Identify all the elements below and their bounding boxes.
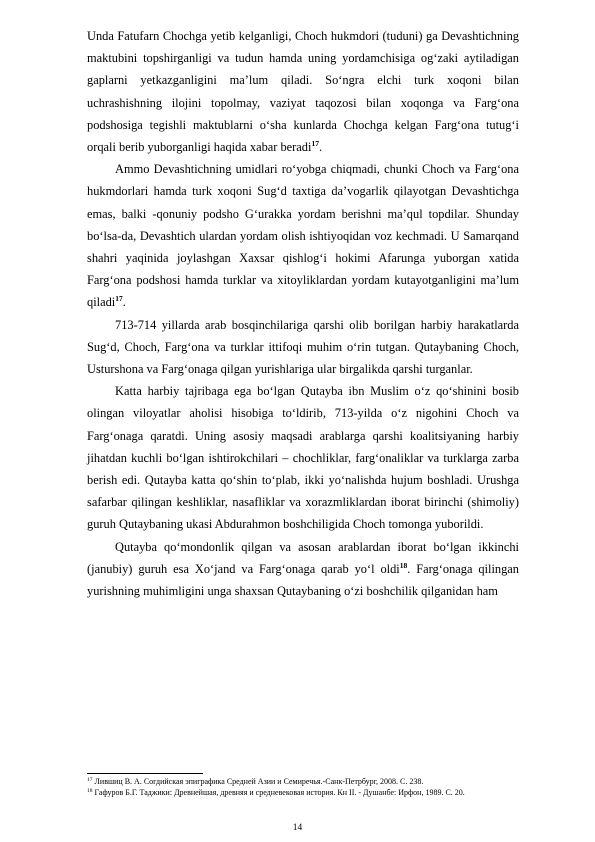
paragraph-4 [87,380,519,535]
footnote-text: Лившиц В. А. Согдийская эпиграфика Средней Азии и Семиречья.-Санк-Петрбург, 2008. С. 238. [94,777,424,786]
paragraph-5 [87,536,519,603]
footnote-18 [87,788,519,799]
footnote-ref-18: 18 [399,560,408,570]
page-number: 14 [292,823,303,833]
footnote-separator [87,773,203,774]
paragraph-1 [87,25,519,158]
footnote-number: 18 [87,787,93,794]
footnote-text: Гафуров Б.Г. Таджики: Древнейшая, древняя и средневековая история. Кн II. - Душанбе: Ирфон, 1989. С. 20. [94,787,465,797]
paragraph-2-tail: . [122,295,126,310]
footnote-number: 17 [87,777,93,783]
paragraph-3 [87,314,519,381]
paragraph-5-tail: . Farg‘onaga qilingan yurishning muhimligini unga shaxsan Qutaybaning o‘zi boshchilik qilganidan ham [87,561,519,599]
paragraph-4-text: Katta harbiy tajribaga ega bo‘lgan Qutayba ibn Muslim o‘z qo‘shinini bosib olingan viloyatlar aholisi hisobiga to‘ldirib, 713-yilda o‘z nigohini Choch va Farg‘onaga qaratdi. Uning asosiy maqsadi arablarga qarshi koalitsiyaning harbiy jihatdan kuchli bo‘lgan ishtirokchilari – chochliklar, farg‘onaliklar va turklarga zarba berish edi. Qutayba katta qo‘shin to‘plab, ikki yo‘nalishda hujum boshladi. Urushga safarbar qilingan keshliklar, nasafliklar va xorazmliklardan iborat birinchi (shimoliy) guruh Qutaybaning ukasi Abdurahmon boshchiligida Choch tomonga yuborildi. [87,384,519,532]
paragraph-5-text: Qutayba qo‘mondonlik qilgan va asosan arablardan iborat bo‘lgan ikkinchi (janubiy) guruh esa Xo‘jand va Farg‘onaga qarab yo‘l oldi [87,539,519,576]
body-text [87,25,519,602]
paragraph-3-text: 713-714 yillarda arab bosqinchilariga qarshi olib borilgan harbiy harakatlarda Sug‘d, Choch, Farg‘ona va turklar ittifoqi muhim o‘rin tutgan. Qutaybaning Choch, Usturshona va Farg‘onaga qilgan yurishlariga ular birgalikda qarshi turganlar. [87,317,519,377]
footnote-ref-17: 17 [311,139,319,149]
footnotes [87,777,519,798]
paragraph-2-text: Ammo Devashtichning umidlari ro‘yobga chiqmadi, chunki Choch va Farg‘ona hukmdorlari hamda turk xoqoni Sug‘d taxtiga da’vogarlik qilayotgan Devashtichga emas, balki -qonuniy podsho G‘urakka yordam berishni ma’qul topdilar. Shunday bo‘lsa-da, Devashtich ulardan yordam olish ishtiyoqidan voz kechmadi. U Samarqand shahri yaqinida joylashgan Xaxsar qishlog‘i hokimi Afarunga yuborgan xatida Farg‘ona podshosi hamda turklar va xitoyliklardan yordam kutayotganligini ma’lum qiladi [87,162,519,310]
footnote-17 [87,777,519,788]
paragraph-1-text: Unda Fatufarn Chochga yetib kelganligi, Choch hukmdori (tuduni) ga Devashtichning maktubini topshirganligi va tudun hamda uning yordamchisiga og‘zaki aytiladigan gaplarni yetkazganligini ma’lum qiladi. So‘ngra elchi turk xoqoni bilan uchrashishning ilojini topolmay, vaziyat taqozosi bilan xoqonga va Farg‘ona podshosiga tegishli maktublarni o‘sha kunlarda Chochga kelgan Farg‘ona tutug‘i orqali berib yuborganligi haqida xabar beradi [87,29,519,155]
footnote-ref-17b: 17 [115,294,123,304]
paragraph-2 [87,158,519,313]
paragraph-1-tail: . [318,140,323,155]
